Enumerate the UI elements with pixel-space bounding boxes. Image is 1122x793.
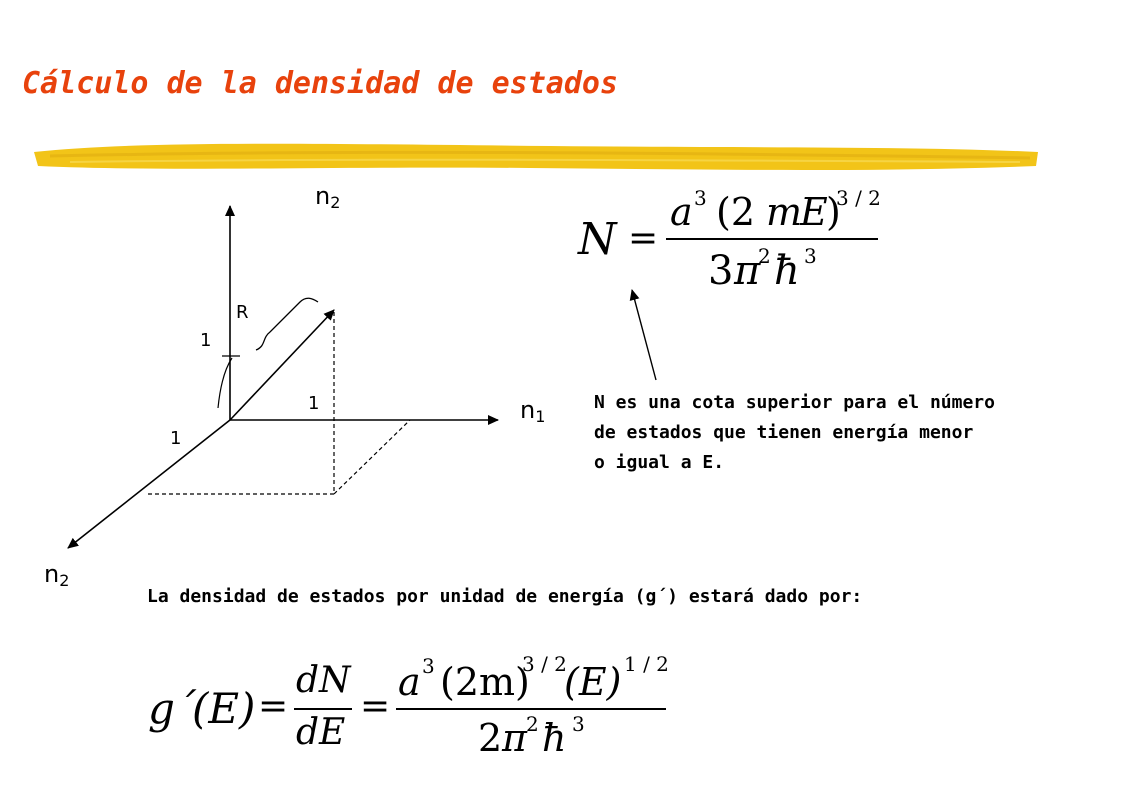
axis-bottom-label: $n_2$ (44, 560, 70, 590)
axis-right-label: $n_1$ (520, 396, 546, 426)
tick-label-diagonal: 1 (170, 428, 182, 449)
slide-title: Cálculo de la densidad de estados (22, 66, 619, 101)
axis-diagonal (68, 420, 230, 548)
upper-bound-note: N es una cota superior para el número de estados que tienen energía menor o igual a E. (594, 392, 995, 473)
radius-label: R (236, 302, 249, 323)
density-sentence: La densidad de estados por unidad de energía (g´) estará dado por: (147, 586, 863, 607)
note-pointer-arrow (632, 290, 656, 380)
tick-label-vertical: 1 (200, 330, 212, 351)
tick-label-horizontal: 1 (308, 393, 320, 414)
axis-top-label: $n_2$ (315, 182, 341, 212)
